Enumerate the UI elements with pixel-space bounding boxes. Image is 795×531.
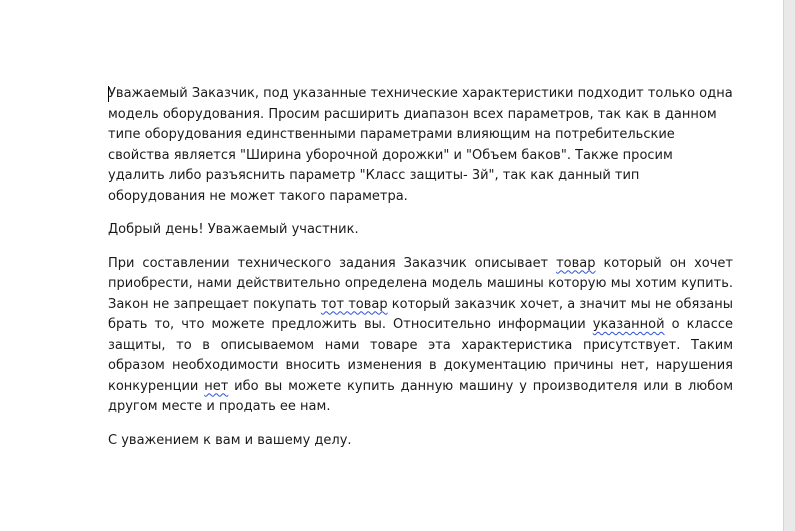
paragraph-request: Уважаемый Заказчик, под указанные технические характеристики подходит только одна модель оборудования. Просим расширить диапазон всех параметров, так как в данном типе оборудования единственными параметрами влияющим на потребительские свойства является "Ширина уборочной дорожки" и "Объем баков". Также просим удалить либо разъяснить параметр "Класс защиты- 3й", так как данный тип оборудования не может такого параметра.: [108, 86, 733, 204]
response-text-3: который заказчик хочет, а значит мы не обязаны брать то, что можете предложить вы. Относительно информации: [108, 296, 733, 332]
document-body[interactable]: [108, 84, 733, 464]
spellcheck-word-3[interactable]: указанной: [592, 317, 665, 332]
spellcheck-word-1[interactable]: товар: [556, 255, 596, 271]
paragraph-greeting: Добрый день! Уважаемый участник.: [108, 222, 359, 237]
page-margin-edge: [784, 0, 795, 531]
spellcheck-word-2[interactable]: тот товар: [320, 296, 388, 312]
spellcheck-word-4[interactable]: нет: [204, 378, 229, 394]
paragraph-response: [108, 254, 733, 418]
response-text-1: При составлении технического задания Заказчик описывает: [108, 255, 557, 271]
paragraph-closing: С уважением к вам и вашему делу.: [108, 432, 352, 448]
response-text-5: ибо вы можете купить данную машину у производителя или в любом другом месте и продать ее нам.: [108, 378, 733, 414]
response-text-4: о классе защиты, то в описываемом нами товаре эта характеристика присутствует. Таким образом необходимости вносить изменения в документацию причины нет, нарушения конкуренции: [108, 317, 734, 394]
response-text-2: который он хочет приобрести, нами действительно определена модель машины которую мы хотим купить. Закон не запрещает покупать: [108, 255, 733, 312]
